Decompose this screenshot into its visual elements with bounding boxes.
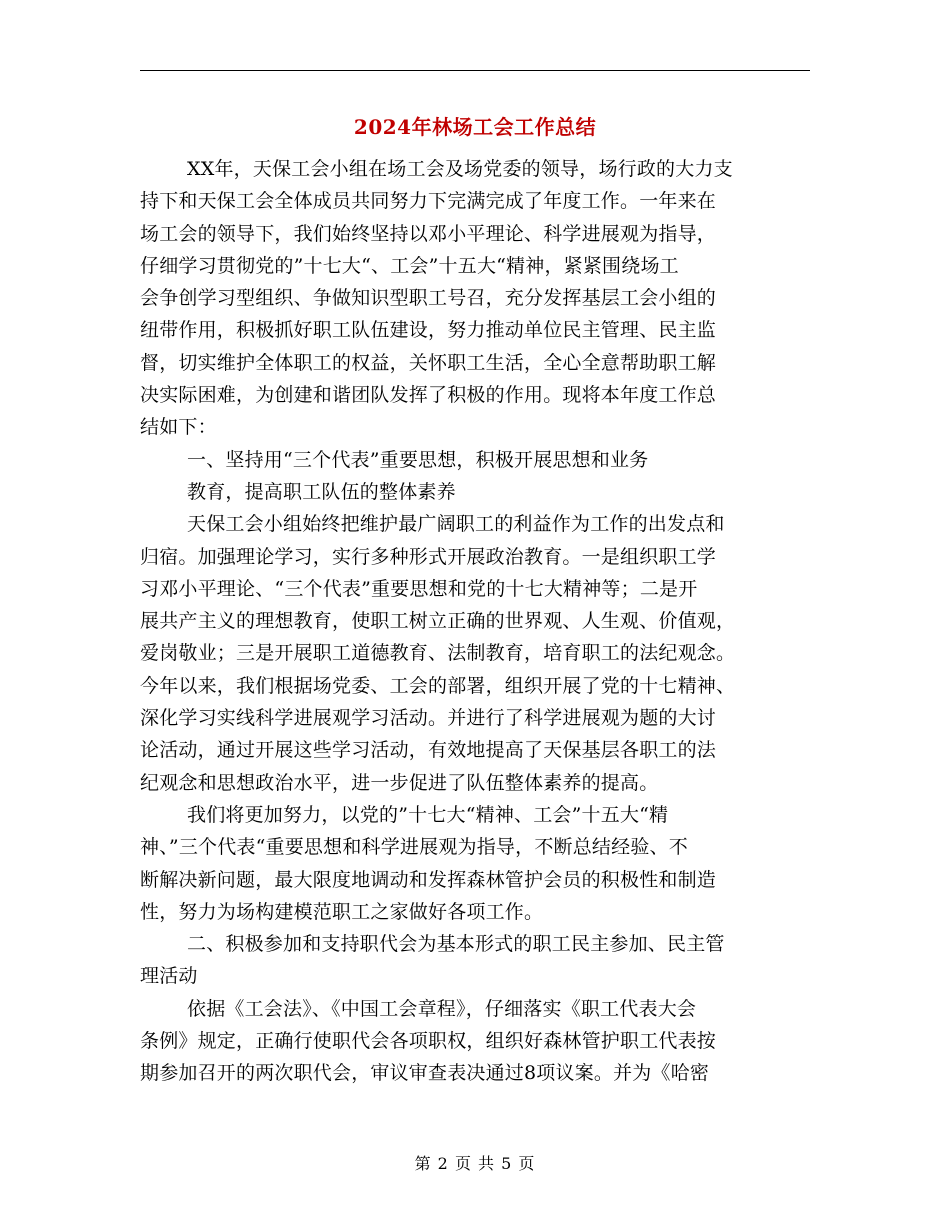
paragraph-line: 性，努力为场构建模范职工之家做好各项工作。 <box>140 900 544 923</box>
document-body <box>140 153 800 1090</box>
paragraph-line: 论活动，通过开展这些学习活动，有效地提高了天保基层各职工的法 <box>140 739 717 762</box>
paragraph-line: 断解决新问题，最大限度地调动和发挥森林管护会员的积极性和制造 <box>140 868 717 891</box>
paragraph-line: 纽带作用，积极抓好职工队伍建设，努力推动单位民主管理、民主监 <box>140 319 717 342</box>
document-title: 2024年林场工会工作总结 <box>353 115 597 139</box>
section-heading-line: 二、积极参加和支持职代会为基本形式的职工民主参加、民主管 <box>187 933 725 956</box>
paragraph-line: 持下和天保工会全体成员共同努力下完满完成了年度工作。一年来在 <box>140 190 717 213</box>
section-heading-line: 理活动 <box>140 965 198 988</box>
section-heading-line: 教育，提高职工队伍的整体素养 <box>187 480 456 503</box>
paragraph-line: 深化学习实线科学进展观学习活动。并进行了科学进展观为题的大讨 <box>140 707 717 730</box>
paragraph-line: 爱岗敬业；三是开展职工道德教育、法制教育，培育职工的法纪观念。 <box>140 642 736 665</box>
paragraph-line: 条例》规定，正确行使职代会各项职权，组织好森林管护职工代表按 <box>140 1030 717 1053</box>
header-rule <box>140 70 810 71</box>
paragraph-line: 依据《工会法》、《中国工会章程》，仔细落实《职工代表大会 <box>187 997 697 1020</box>
paragraph-line: 我们将更加努力，以党的”十七大“精神、工会”十五大“精 <box>187 803 669 826</box>
paragraph-line: 神、”三个代表“重要思想和科学进展观为指导，不断总结经验、不 <box>140 836 688 859</box>
paragraph-line: 会争创学习型组织、争做知识型职工号召，充分发挥基层工会小组的 <box>140 287 717 310</box>
paragraph-line: 展共产主义的理想教育，使职工树立正确的世界观、人生观、价值观， <box>140 610 736 633</box>
paragraph-line: 今年以来，我们根据场党委、工会的部署，组织开展了党的十七精神、 <box>140 674 736 697</box>
paragraph-line: XX年，天保工会小组在场工会及场党委的领导，场行政的大力支 <box>187 158 733 180</box>
paragraph-line: 仔细学习贯彻党的”十七大“、工会”十五大“精神，紧紧围绕场工 <box>140 254 679 277</box>
paragraph-line: 结如下： <box>140 416 217 439</box>
paragraph-line: 习邓小平理论、“三个代表”重要思想和党的十七大精神等；二是开 <box>140 577 698 600</box>
page-number: 第 2 页 共 5 页 <box>414 1154 536 1173</box>
paragraph-line: 决实际困难，为创建和谐团队发挥了积极的作用。现将本年度工作总 <box>140 384 717 407</box>
section-heading-line: 一、坚持用“三个代表”重要思想，积极开展思想和业务 <box>187 448 649 471</box>
paragraph-line: 场工会的领导下，我们始终坚持以邓小平理论、科学进展观为指导， <box>140 222 717 245</box>
paragraph-line: 督，切实维护全体职工的权益，关怀职工生活，全心全意帮助职工解 <box>140 351 717 374</box>
paragraph-line: 天保工会小组始终把维护最广阔职工的利益作为工作的出发点和 <box>187 513 725 536</box>
paragraph-line: 期参加召开的两次职代会，审议审查表决通过8项议案。并为《哈密 <box>140 1062 710 1085</box>
paragraph-line: 纪观念和思想政治水平，进一步促进了队伍整体素养的提高。 <box>140 771 659 794</box>
paragraph-line: 归宿。加强理论学习，实行多种形式开展政治教育。一是组织职工学 <box>140 545 717 568</box>
